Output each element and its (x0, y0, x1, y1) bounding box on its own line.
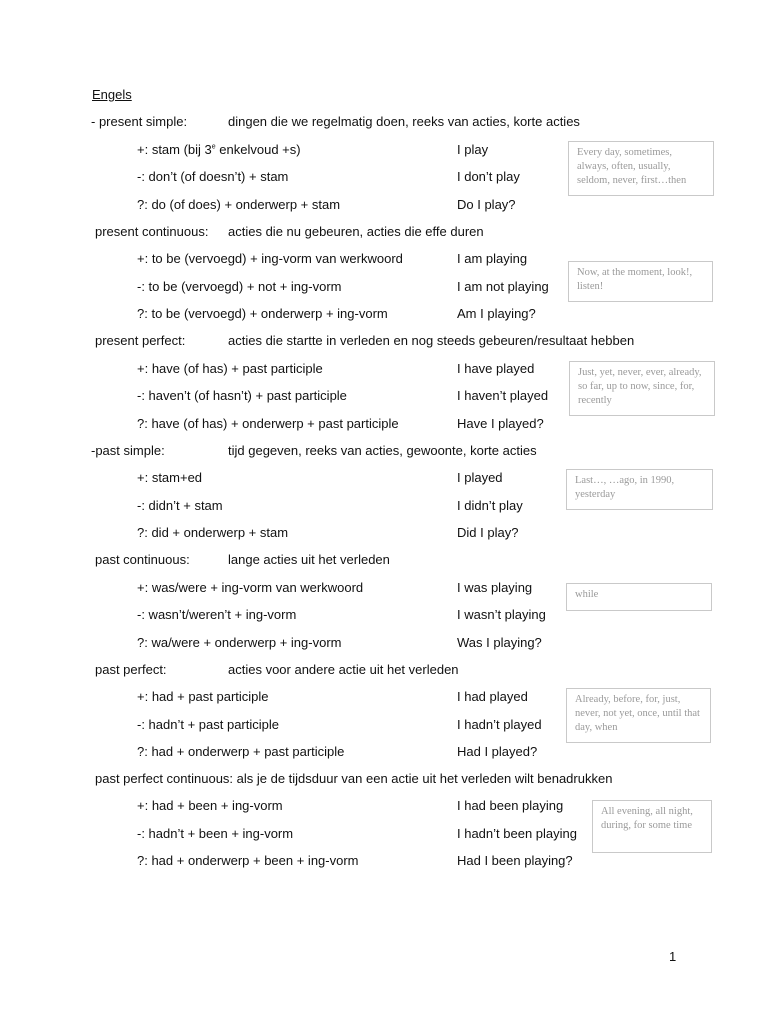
example-text: Do I play? (457, 197, 516, 212)
example-text: I don’t play (457, 169, 520, 184)
example-text: I was playing (457, 580, 533, 595)
section-heading: - present simple: (91, 114, 188, 129)
example-text: I have played (457, 361, 535, 376)
section-description: dingen die we regelmatig doen, reeks van acties, korte acties (228, 114, 580, 129)
signal-words-box: Already, before, for, just, never, not yet, once, until that day, when (566, 688, 711, 743)
rule-text: -: didn’t + stam (137, 498, 223, 513)
rule-text: -: to be (vervoegd) + not + ing-vorm (137, 279, 342, 294)
rule-text: ?: did + onderwerp + stam (137, 525, 289, 540)
example-text: Have I played? (457, 416, 544, 431)
section-heading: -past simple: (91, 443, 165, 458)
example-text: I had been playing (457, 798, 564, 813)
section-heading: present continuous: (95, 224, 209, 239)
example-text: I haven’t played (457, 388, 549, 403)
rule-text: ?: do (of does) + onderwerp + stam (137, 197, 341, 212)
superscript: e (211, 143, 216, 151)
example-text: Did I play? (457, 525, 519, 540)
example-text: I am not playing (457, 279, 549, 294)
example-text: I am playing (457, 251, 528, 266)
section-heading: present perfect: (95, 333, 186, 348)
example-text: I had played (457, 689, 528, 704)
example-text: I hadn’t been playing (457, 826, 577, 841)
rule-text: +: had + past participle (137, 689, 269, 704)
example-text: I played (457, 470, 503, 485)
rule-text: +: to be (vervoegd) + ing-vorm van werkwoord (137, 251, 403, 266)
example-text: I play (457, 142, 489, 157)
rule-text: ?: have (of has) + onderwerp + past participle (137, 416, 399, 431)
rule-text: +: had + been + ing-vorm (137, 798, 283, 813)
rule-text-part: +: stam (bij 3 (137, 142, 212, 157)
signal-words-box: Last…, …ago, in 1990, yesterday (566, 469, 713, 510)
section-heading: past perfect: (95, 662, 167, 677)
document-title: Engels (92, 87, 132, 102)
section-description: acties voor andere actie uit het verleden (228, 662, 459, 677)
signal-words-box: All evening, all night, during, for some time (592, 800, 712, 853)
example-text: Had I played? (457, 744, 538, 759)
section-description: lange acties uit het verleden (228, 552, 390, 567)
example-text: Am I playing? (457, 306, 536, 321)
rule-text: -: haven’t (of hasn’t) + past participle (137, 388, 347, 403)
rule-text: -: hadn’t + past participle (137, 717, 279, 732)
rule-text: ?: wa/were + onderwerp + ing-vorm (137, 635, 342, 650)
rule-text: ?: to be (vervoegd) + onderwerp + ing-vorm (137, 306, 388, 321)
rule-text: -: don’t (of doesn’t) + stam (137, 169, 289, 184)
rule-text: +: stam+ed (137, 470, 203, 485)
section-heading: past perfect continuous: als je de tijdsduur van een actie uit het verleden wilt benadrukken (95, 771, 613, 786)
page-number: 1 (669, 949, 677, 964)
example-text: I didn’t play (457, 498, 523, 513)
signal-words-box: Now, at the moment, look!, listen! (568, 261, 713, 302)
signal-words-box: Just, yet, never, ever, already, so far, up to now, since, for, recently (569, 361, 715, 416)
rule-text (137, 142, 301, 158)
rule-text: -: wasn’t/weren’t + ing-vorm (137, 607, 297, 622)
signal-words-box: Every day, sometimes, always, often, usually, seldom, never, first…then (568, 141, 714, 196)
section-description: tijd gegeven, reeks van acties, gewoonte, korte acties (228, 443, 537, 458)
rule-text: ?: had + onderwerp + past participle (137, 744, 345, 759)
section-description: acties die startte in verleden en nog steeds gebeuren/resultaat hebben (228, 333, 635, 348)
signal-words-box: while (566, 583, 712, 611)
example-text: Was I playing? (457, 635, 542, 650)
rule-text: ?: had + onderwerp + been + ing-vorm (137, 853, 359, 868)
section-heading: past continuous: (95, 552, 190, 567)
rule-text: -: hadn’t + been + ing-vorm (137, 826, 294, 841)
example-text: I hadn’t played (457, 717, 542, 732)
rule-text-part: enkelvoud +s) (215, 142, 301, 157)
rule-text: +: was/were + ing-vorm van werkwoord (137, 580, 364, 595)
example-text: Had I been playing? (457, 853, 573, 868)
section-description: acties die nu gebeuren, acties die effe duren (228, 224, 484, 239)
example-text: I wasn’t playing (457, 607, 546, 622)
rule-text: +: have (of has) + past participle (137, 361, 323, 376)
